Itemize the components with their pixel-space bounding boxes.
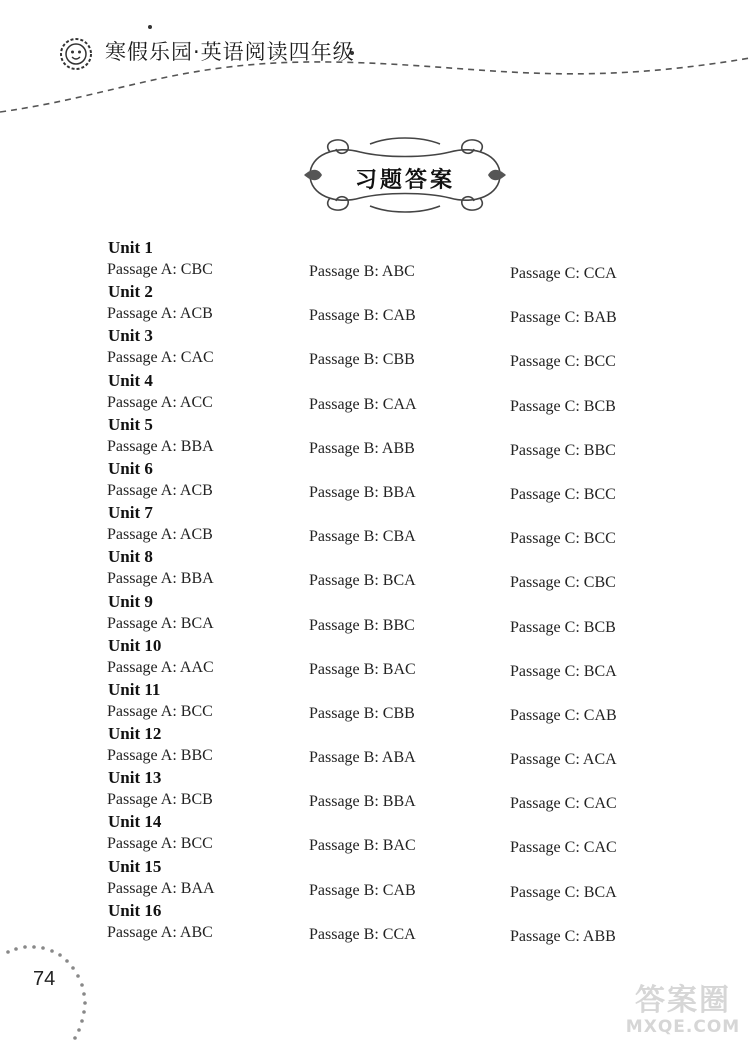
passage-c-answer: Passage C: BCC	[510, 485, 616, 503]
unit-row	[104, 415, 664, 459]
unit-label: Unit 6	[108, 458, 153, 478]
passage-b-answer: Passage B: CCA	[309, 925, 416, 943]
passage-c-answer: Passage C: CAC	[510, 795, 617, 813]
passage-c-answer: Passage C: BCA	[510, 662, 617, 680]
unit-row	[104, 282, 664, 326]
section-title-frame	[300, 130, 510, 220]
unit-label: Unit 13	[108, 768, 162, 788]
passage-a-answer: Passage A: CBC	[107, 261, 213, 278]
unit-label: Unit 7	[108, 503, 153, 523]
page-number: 74	[33, 968, 56, 990]
unit-label: Unit 4	[108, 370, 153, 390]
passage-b-answer: Passage B: BAC	[309, 660, 416, 678]
unit-label: Unit 2	[108, 282, 153, 302]
passage-c-answer: Passage C: BCB	[510, 397, 616, 415]
unit-label: Unit 9	[108, 591, 153, 611]
unit-label: Unit 16	[108, 900, 162, 920]
passage-b-answer: Passage B: BBA	[309, 793, 416, 811]
passage-c-answer: Passage C: CBC	[510, 574, 616, 592]
book-title: 寒假乐园·英语阅读四年级	[105, 40, 355, 64]
unit-row	[104, 459, 664, 503]
passage-c-answer: Passage C: ABB	[510, 927, 616, 945]
passage-c-answer: Passage C: CAC	[510, 839, 617, 857]
passage-a-answer: Passage A: ABC	[107, 923, 213, 941]
sun-mascot-icon	[61, 39, 91, 69]
passage-a-answer: Passage A: CAC	[107, 349, 214, 367]
passage-a-answer: Passage A: BAA	[107, 879, 215, 897]
passage-c-answer: Passage C: CAB	[510, 706, 617, 724]
unit-row	[104, 547, 664, 591]
unit-row	[104, 724, 664, 768]
passage-b-answer: Passage B: BAC	[309, 837, 416, 855]
passage-b-answer: Passage B: CBB	[309, 704, 415, 722]
passage-a-answer: Passage A: BCA	[107, 614, 214, 632]
passage-b-answer: Passage B: CAA	[309, 395, 417, 413]
passage-a-answer: Passage A: BCC	[107, 835, 213, 853]
passage-c-answer: Passage C: CCA	[510, 265, 617, 282]
answer-list	[104, 238, 664, 945]
passage-b-answer: Passage B: CBA	[309, 528, 416, 546]
unit-row	[104, 592, 664, 636]
unit-label: Unit 12	[108, 724, 162, 744]
passage-a-answer: Passage A: ACB	[107, 526, 213, 544]
unit-row	[104, 768, 664, 812]
unit-row	[104, 238, 664, 282]
unit-label: Unit 15	[108, 856, 162, 876]
unit-label: Unit 8	[108, 547, 153, 567]
unit-label: Unit 14	[108, 812, 162, 832]
passage-a-answer: Passage A: BBA	[107, 570, 214, 588]
unit-row	[104, 503, 664, 547]
header-dashed-curve	[0, 58, 750, 112]
unit-row	[104, 680, 664, 724]
passage-b-answer: Passage B: BCA	[309, 572, 416, 590]
passage-c-answer: Passage C: BCC	[510, 353, 616, 371]
passage-b-answer: Passage B: ABC	[309, 263, 415, 280]
passage-a-answer: Passage A: BBA	[107, 437, 214, 455]
watermark	[618, 975, 748, 1037]
passage-c-answer: Passage C: BCB	[510, 618, 616, 636]
unit-label: Unit 3	[108, 326, 153, 346]
unit-label: Unit 5	[108, 414, 153, 434]
passage-a-answer: Passage A: ACB	[107, 305, 213, 323]
passage-b-answer: Passage B: ABA	[309, 749, 416, 767]
passage-c-answer: Passage C: ACA	[510, 751, 617, 769]
section-title: 习题答案	[354, 168, 455, 193]
passage-a-answer: Passage A: BBC	[107, 747, 213, 765]
passage-a-answer: Passage A: BCC	[107, 702, 213, 720]
unit-row	[104, 857, 664, 901]
passage-a-answer: Passage A: ACB	[107, 481, 213, 499]
passage-b-answer: Passage B: BBA	[309, 483, 416, 501]
unit-row	[104, 901, 664, 945]
unit-row	[104, 326, 664, 370]
passage-c-answer: Passage C: BBC	[510, 441, 616, 459]
passage-c-answer: Passage C: BAB	[510, 309, 617, 327]
unit-label: Unit 1	[108, 238, 153, 257]
passage-b-answer: Passage B: ABB	[309, 439, 415, 457]
passage-c-answer: Passage C: BCC	[510, 530, 616, 548]
watermark-line-1: 答案圈	[635, 983, 731, 1018]
passage-b-answer: Passage B: CAB	[309, 881, 416, 899]
unit-label: Unit 10	[108, 635, 162, 655]
passage-c-answer: Passage C: BCA	[510, 883, 617, 901]
unit-row	[104, 636, 664, 680]
corner-dots-decoration	[0, 940, 100, 1045]
watermark-line-2: MXQE.COM	[625, 1017, 741, 1037]
passage-a-answer: Passage A: ACC	[107, 393, 213, 411]
unit-label: Unit 11	[108, 679, 161, 699]
passage-a-answer: Passage A: AAC	[107, 658, 214, 676]
unit-row	[104, 812, 664, 856]
unit-row	[104, 371, 664, 415]
passage-b-answer: Passage B: CAB	[309, 307, 416, 325]
passage-a-answer: Passage A: BCB	[107, 791, 213, 809]
passage-b-answer: Passage B: BBC	[309, 616, 415, 634]
page-header	[0, 0, 750, 120]
passage-b-answer: Passage B: CBB	[309, 351, 415, 369]
